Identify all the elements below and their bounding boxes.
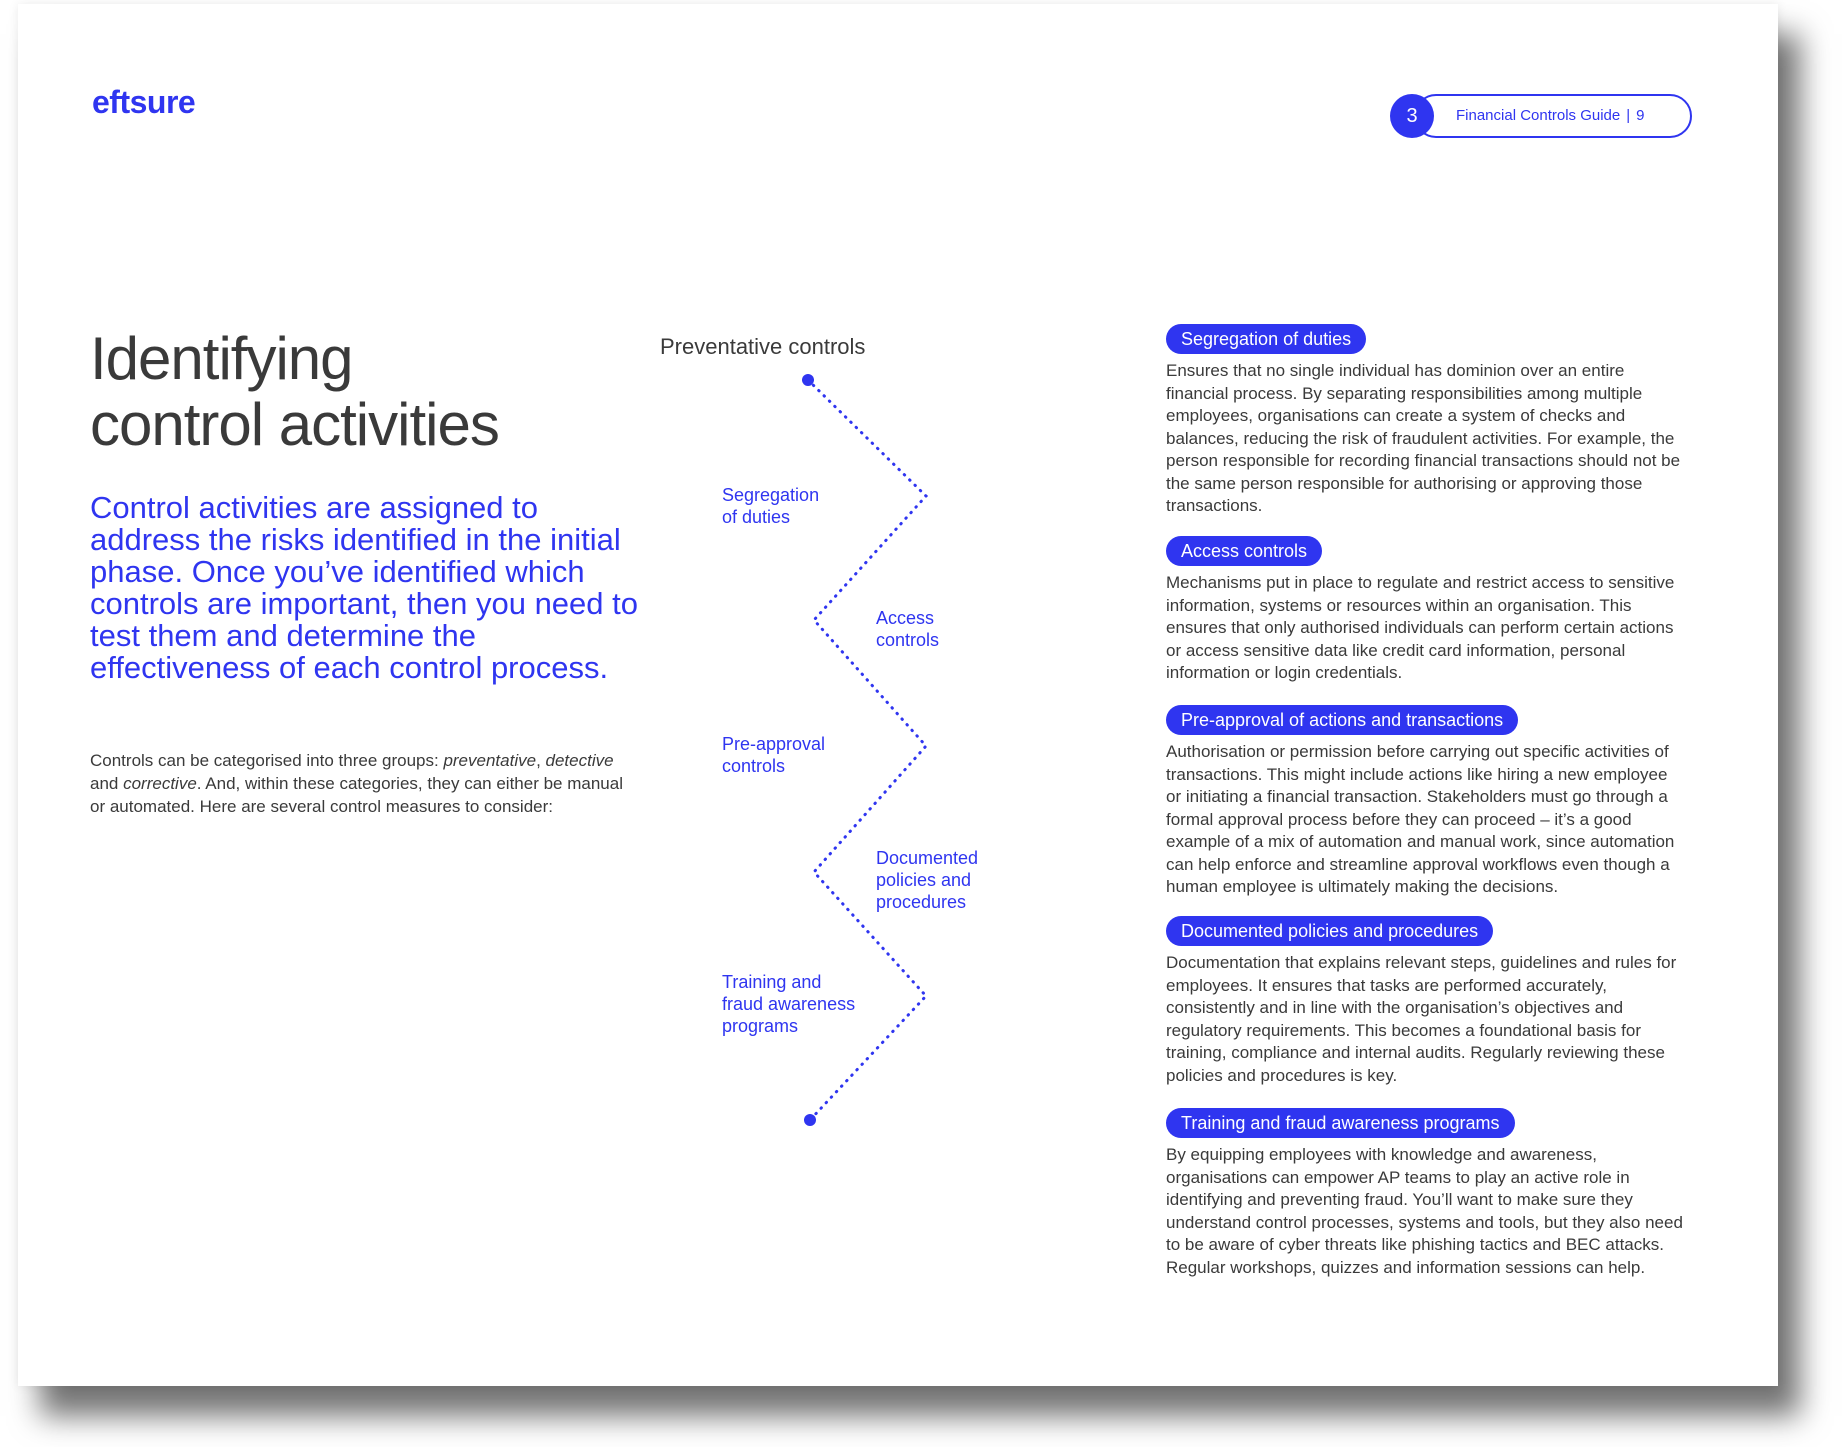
body-comma: , [536,751,546,770]
page-indicator [1390,94,1694,138]
guide-title-and-page [1456,94,1645,138]
term-corrective: corrective [123,774,197,793]
page-title [90,326,499,458]
section-title-badge: Access controls [1166,536,1322,566]
header-separator: | [1626,107,1631,124]
section-title-badge: Segregation of duties [1166,324,1366,354]
section-text: Authorisation or permission before carrying out specific activities of transactions. This might include actions like hiring a new employee or initiating a financial transaction. Stakeholders must go through a formal approval process before they can proceed – it’s a good example of a mix of automation and manual work, since automation can help enforce and streamline approval workflows even though a human employee is ultimately making the decisions. [1166,742,1675,896]
page-title-line-1: Identifying [90,325,353,392]
section-pre-approval [1166,705,1686,899]
section-access-controls [1166,536,1686,685]
diagram-label-segregation: Segregation of duties [722,485,820,527]
eftsure-logo: eftsure [92,84,196,120]
section-text: Mechanisms put in place to regulate and restrict access to sensitive information, systems or resources within an organisation. This ensures that only authorised individuals can perform certain actions or access sensitive data like credit card information, personal information or login credentials. [1166,573,1675,682]
document-page [18,4,1778,1386]
section-text: By equipping employees with knowledge and awareness, organisations can empower AP teams to play an active role in identifying and preventing fraud. You’ll want to make sure they understand control processes, systems and tools, but they also need to be aware of cyber threats like phishing tactics and BEC attacks. Regular workshops, quizzes and information sessions can help. [1166,1145,1683,1277]
section-title-badge: Documented policies and procedures [1166,916,1493,946]
body-text-1: Controls can be categorised into three groups: [90,751,444,770]
section-documented-policies [1166,916,1686,1087]
section-title-badge: Training and fraud awareness programs [1166,1108,1515,1138]
page-number: 9 [1636,107,1645,124]
section-text: Documentation that explains relevant steps, guidelines and rules for employees. It ensures that tasks are performed accurately, consistently and in line with the organisation’s objectives and regulatory requirements. This becomes a foundational basis for training, compliance and internal audits. Regularly reviewing these policies and procedures is key. [1166,953,1677,1085]
section-text: Ensures that no single individual has dominion over an entire financial process. By separating responsibilities among multiple employees, organisations can create a system of checks and balances, reducing the risk of fraudulent activities. For example, the person responsible for recording financial transactions should not be the same person responsible for authorising or approving those transactions. [1166,361,1681,515]
section-segregation [1166,324,1686,518]
section-title-badge: Pre-approval of actions and transactions [1166,705,1518,735]
body-paragraph [90,749,630,818]
body-and: and [90,774,124,793]
diagram-label-training: Training and fraud awareness programs [722,972,856,1036]
body-text-2: . And, within these categories, they can either be manual or automated. Here are several control measures to consider: [90,774,623,816]
diagram-title: Preventative controls [660,334,866,359]
chapter-number: 3 [1390,94,1434,138]
diagram-label-documented: Documented policies and procedures [876,848,979,912]
diagram-label-access: Access controls [876,608,940,650]
section-training [1166,1108,1686,1279]
zigzag-start-dot [802,374,814,386]
term-preventative: preventative [443,751,537,770]
intro-paragraph: Control activities are assigned to address the risks identified in the initial phase. Once you’ve identified which controls are important, then you need to test them and determine the effectiveness of each control process. [90,490,638,685]
guide-title: Financial Controls Guide [1456,107,1621,124]
zigzag-end-dot [804,1114,816,1126]
term-detective: detective [545,751,614,770]
page-title-line-2: control activities [90,391,499,458]
diagram-label-pre-approval: Pre-approval controls [722,734,826,776]
